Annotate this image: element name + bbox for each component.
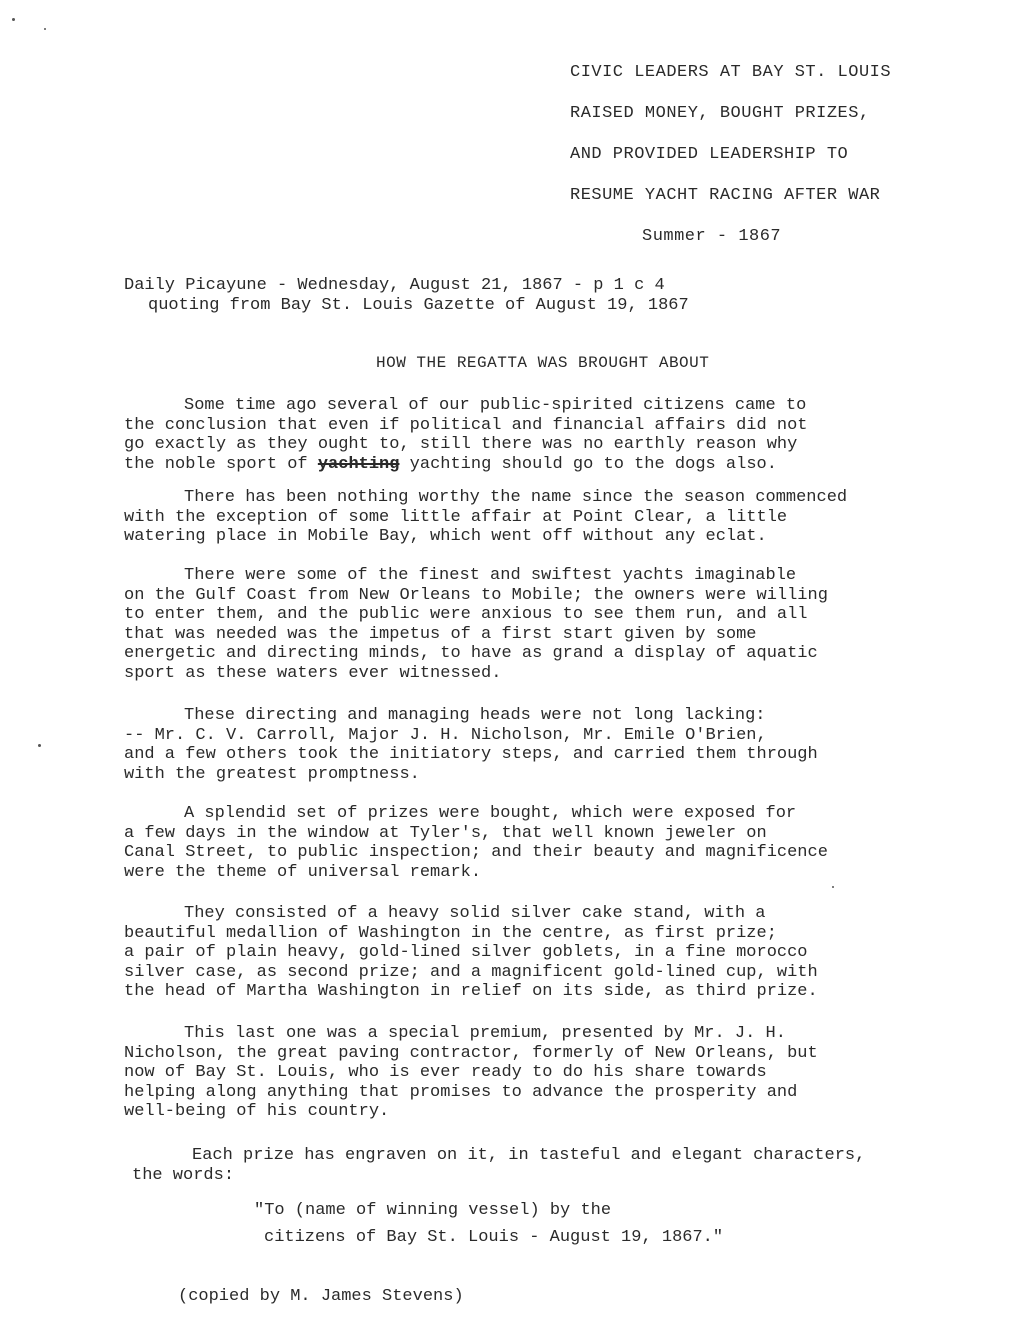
ink-speck — [38, 744, 41, 747]
paragraph-line: Some time ago several of our public-spirited citizens came to — [184, 396, 807, 415]
document-heading — [570, 52, 891, 257]
engraving-quote — [254, 1197, 723, 1251]
article-title: HOW THE REGATTA WAS BROUGHT ABOUT — [376, 354, 710, 372]
paragraph-line: This last one was a special premium, presented by Mr. J. H. — [184, 1024, 786, 1043]
heading-line: CIVIC LEADERS AT BAY ST. LOUIS — [570, 63, 892, 82]
paragraph-line: the words: — [132, 1165, 235, 1185]
paragraph-line: with the exception of some little affair at Point Clear, a little — [124, 507, 788, 527]
citation-line: Daily Picayune - Wednesday, August 21, 1867 - p 1 c 4 — [124, 276, 665, 295]
paragraph-line: with the greatest promptness. — [124, 764, 420, 784]
paragraph-7 — [124, 1024, 974, 1122]
paragraph-line: -- Mr. C. V. Carroll, Major J. H. Nicholson, Mr. Emile O'Brien, — [124, 725, 767, 745]
paragraph-line: watering place in Mobile Bay, which went off without any eclat. — [124, 527, 767, 546]
paragraph-line: beautiful medallion of Washington in the centre, as first prize; — [124, 923, 777, 943]
paragraph-line: Nicholson, the great paving contractor, formerly of New Orleans, but — [124, 1043, 818, 1063]
paragraph-line: and a few others took the initiatory steps, and carried them through — [124, 745, 818, 764]
paragraph-line: helping along anything that promises to advance the prosperity and — [124, 1082, 798, 1102]
ink-speck — [44, 28, 46, 30]
paragraph-line: the conclusion that even if political and financial affairs did not — [124, 415, 808, 435]
paragraph-line: the head of Martha Washington in relief on its side, as third prize. — [124, 982, 818, 1001]
heading-line: RESUME YACHT RACING AFTER WAR — [570, 186, 881, 205]
paragraph-line: They consisted of a heavy solid silver cake stand, with a — [184, 904, 766, 923]
paragraph-line — [124, 455, 974, 475]
paragraph-line: now of Bay St. Louis, who is ever ready to do his share towards — [124, 1063, 767, 1082]
paragraph-5 — [124, 804, 974, 882]
paragraph-line: sport as these waters ever witnessed. — [124, 663, 502, 683]
ink-speck — [832, 886, 834, 888]
text-span: the noble sport of — [124, 454, 308, 474]
quote-line: "To (name of winning vessel) by the — [254, 1201, 612, 1220]
paragraph-line: There has been nothing worthy the name since the season commenced — [184, 488, 848, 507]
paragraph-6 — [124, 904, 974, 1002]
source-citation — [124, 276, 689, 316]
quote-line: citizens of Bay St. Louis - August 19, 1867." — [264, 1228, 724, 1247]
heading-line: AND PROVIDED LEADERSHIP TO — [570, 145, 849, 164]
paragraph-line: on the Gulf Coast from New Orleans to Mobile; the owners were willing — [124, 585, 828, 605]
paragraph-line: Each prize has engraven on it, in tasteful and elegant characters, — [192, 1146, 866, 1165]
heading-date: Summer - 1867 — [642, 227, 782, 246]
paragraph-line: that was needed was the impetus of a first start given by some — [124, 624, 757, 644]
citation-line: quoting from Bay St. Louis Gazette of August 19, 1867 — [148, 296, 689, 315]
copyist-credit: (copied by M. James Stevens) — [178, 1287, 464, 1306]
paragraph-line: go exactly as they ought to, still there was no earthly reason why — [124, 435, 798, 454]
heading-line: RAISED MONEY, BOUGHT PRIZES, — [570, 104, 870, 123]
paragraph-line: to enter them, and the public were anxious to see them run, and all — [124, 605, 808, 624]
paragraph-line: were the theme of universal remark. — [124, 862, 482, 882]
text-span: yachting should go to the dogs also. — [409, 454, 777, 474]
paragraph-line: These directing and managing heads were not long lacking: — [184, 706, 766, 725]
paragraph-line: silver case, as second prize; and a magnificent gold-lined cup, with — [124, 962, 818, 982]
paragraph-line: energetic and directing minds, to have as grand a display of aquatic — [124, 644, 818, 663]
paragraph-2 — [124, 488, 974, 547]
paragraph-4 — [124, 706, 974, 784]
struck-out-word: yachting — [317, 454, 400, 474]
paragraph-line: a pair of plain heavy, gold-lined silver goblets, in a fine morocco — [124, 943, 808, 962]
paragraph-8 — [132, 1146, 982, 1185]
paragraph-line: A splendid set of prizes were bought, which were exposed for — [184, 804, 797, 823]
paragraph-line: Canal Street, to public inspection; and their beauty and magnificence — [124, 843, 828, 862]
paragraph-3 — [124, 566, 974, 683]
paragraph-1 — [124, 396, 974, 474]
paragraph-line: well-being of his country. — [124, 1102, 390, 1121]
ink-speck — [12, 18, 15, 21]
paragraph-line: a few days in the window at Tyler's, that well known jeweler on — [124, 823, 767, 843]
paragraph-line: There were some of the finest and swiftest yachts imaginable — [184, 566, 797, 585]
